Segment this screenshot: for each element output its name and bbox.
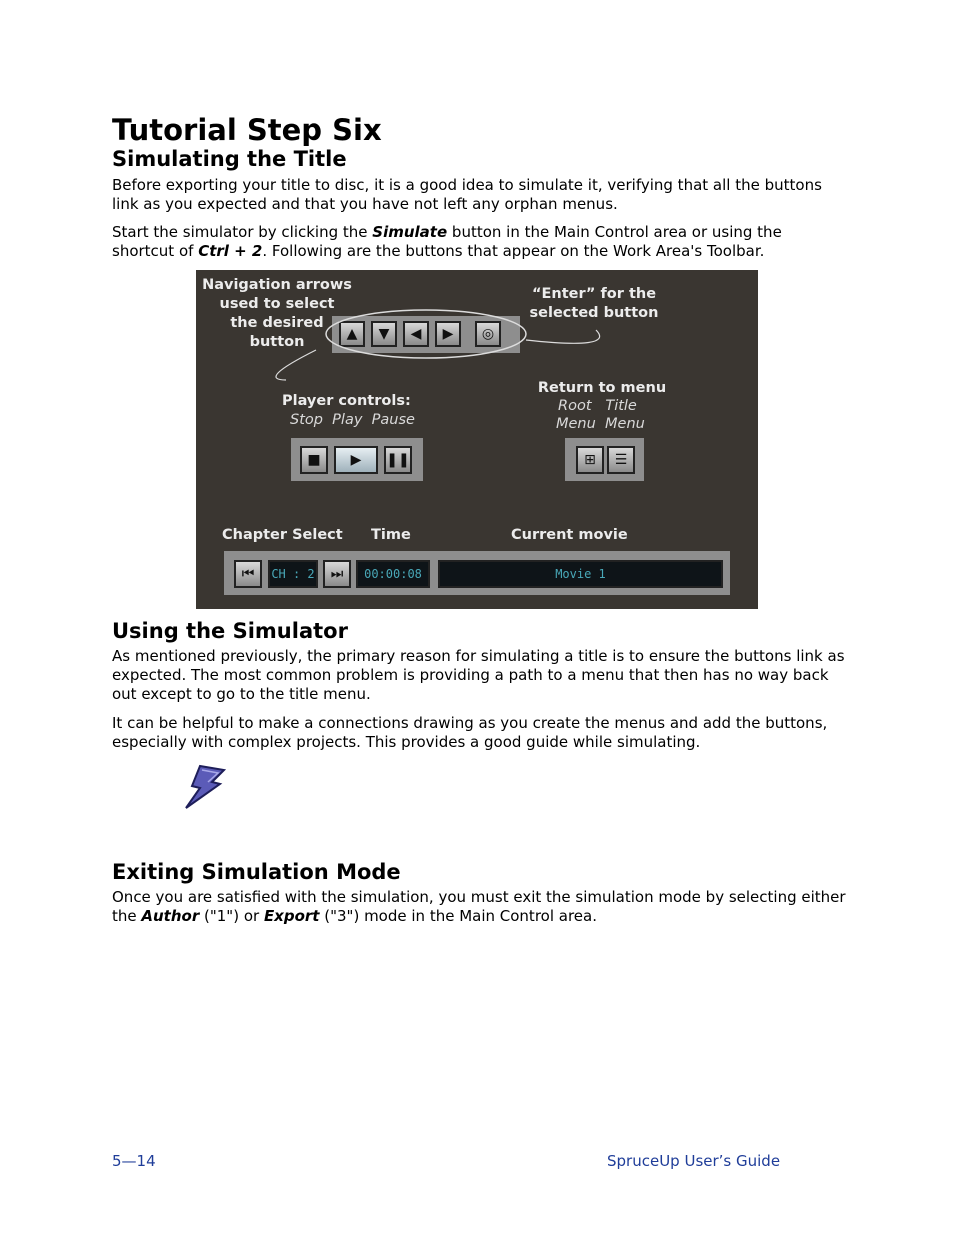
chapter-select-label: Chapter Select [222, 527, 343, 543]
guide-title: SpruceUp User’s Guide [607, 1152, 781, 1170]
arrow-up-icon: ▲ [346, 326, 358, 342]
section-heading-exiting: Exiting Simulation Mode [112, 860, 401, 884]
nav-up-button[interactable] [339, 321, 365, 347]
player-controls-sublabel: Stop Play Pause [290, 412, 415, 428]
page-title: Tutorial Step Six [112, 113, 382, 147]
root-menu-button[interactable] [576, 446, 604, 474]
using-paragraph-2: It can be helpful to make a connections drawing as you create the menus and add the buttons, especially with complex projects. This provides a good guide while simulating. [112, 714, 828, 751]
time-display: 00:00:08 [356, 560, 430, 588]
pause-button[interactable] [384, 446, 412, 474]
return-to-menu-label: Return to menu [537, 380, 667, 396]
stop-icon: ■ [307, 452, 321, 468]
return-sublabel-2: Menu Menu [556, 416, 645, 432]
pause-icon: ❚❚ [386, 452, 410, 468]
exiting-paragraph: Once you are satisfied with the simulation, you must exit the simulation mode by selecting either the Author ("1") or Export ("3") mode in the Main Control area. [112, 888, 846, 925]
chapter-display: CH : 2 [268, 560, 318, 588]
next-chapter-button[interactable] [323, 560, 351, 588]
skip-back-icon: ⏮ [241, 566, 255, 582]
player-controls-label: Player controls: [282, 393, 411, 409]
page-number: 5—14 [112, 1152, 156, 1170]
enter-circle-icon: ◎ [481, 326, 495, 342]
previous-chapter-button[interactable] [234, 560, 262, 588]
return-sublabel-1: Root Title [558, 398, 637, 414]
toolbar-figure [196, 270, 758, 609]
using-paragraph-1: As mentioned previously, the primary reason for simulating a title is to ensure the buttons link as expected. The most common problem is providing a path to a menu that then has no way back out except to go to the title menu. [112, 647, 845, 703]
arrow-down-icon: ▼ [378, 326, 390, 342]
arrow-left-icon: ◀ [410, 326, 422, 342]
enter-label: “Enter” for the selected button [529, 286, 659, 321]
play-icon: ▶ [350, 452, 362, 468]
title-menu-button[interactable] [607, 446, 635, 474]
intro-paragraph-1: Before exporting your title to disc, it is a good idea to simulate it, verifying that all the buttons link as you expected and that you have not left any orphan menus. [112, 176, 822, 213]
arrow-right-icon: ▶ [442, 326, 454, 342]
time-label: Time [371, 527, 411, 543]
section-heading-using: Using the Simulator [112, 619, 348, 643]
lightning-tip-icon [178, 764, 228, 810]
movie-display: Movie 1 [438, 560, 723, 588]
nav-left-button[interactable] [403, 321, 429, 347]
stop-button[interactable] [300, 446, 328, 474]
nav-right-button[interactable] [435, 321, 461, 347]
play-button[interactable] [334, 446, 378, 474]
skip-forward-icon: ⏭ [330, 566, 344, 582]
current-movie-label: Current movie [511, 527, 628, 543]
nav-pointer-curve [276, 350, 316, 380]
enter-pointer-curve [526, 330, 600, 343]
section-heading-simulating: Simulating the Title [112, 147, 347, 171]
intro-paragraph-2: Start the simulator by clicking the Simulate button in the Main Control area or using the shortcut of Ctrl + 2. Following are the buttons that appear on the Work Area's Toolbar. [112, 223, 782, 260]
nav-arrows-label: Navigation arrows used to select the desired button [202, 277, 352, 350]
nav-down-button[interactable] [371, 321, 397, 347]
enter-button[interactable] [475, 321, 501, 347]
root-menu-icon: ⊞ [584, 452, 596, 468]
title-menu-icon: ☰ [614, 452, 628, 468]
